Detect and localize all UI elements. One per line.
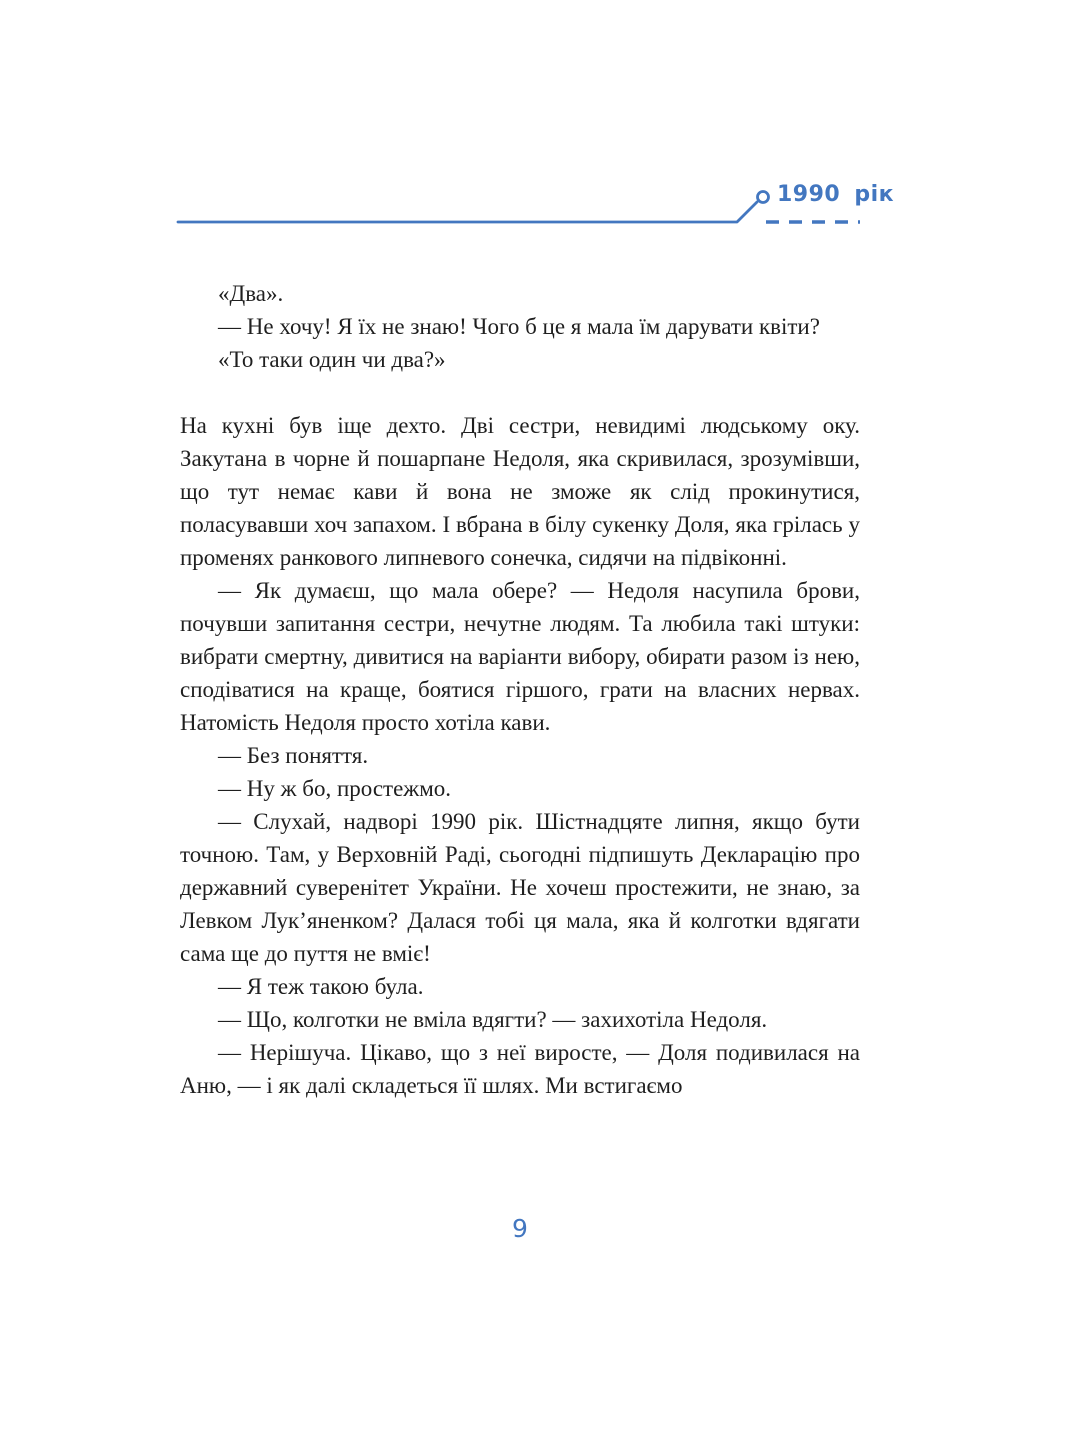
paragraph: — Не хочу! Я їх не знаю! Чого б це я мала їм дарувати квіти?	[218, 314, 820, 339]
paragraph: «То таки один чи два?»	[218, 347, 446, 372]
paragraph: На кухні був іще дехто. Дві сестри, невидимі людському оку. Закутана в чорне й пошарпане Недоля, яка скривилася, зрозумівши, що тут немає кави й вона не зможе як слід прокинутися, поласувавши хоч запахом. І вбрана в білу сукенку Доля, яка грілась у променях ранкового липневого сонечка, сидячи на підвіконні.	[180, 413, 860, 570]
body-text	[180, 277, 860, 1102]
year-marker-circle-icon	[758, 192, 769, 203]
paragraph: — Ну ж бо, простежмо.	[218, 776, 451, 801]
chapter-year-label: 1990 рік	[777, 182, 895, 207]
paragraph: — Нерішуча. Цікаво, що з неї виросте, — Доля подивилася на Аню, — і як далі складеться її шлях. Ми встигаємо	[180, 1040, 860, 1098]
header-rule-line	[178, 202, 757, 222]
paragraph: — Я теж такою була.	[218, 974, 424, 999]
page-number: 9	[512, 1214, 528, 1243]
paragraph: — Слухай, надворі 1990 рік. Шістнадцяте липня, якщо бути точною. Там, у Верховній Раді, сьогодні підпишуть Декларацію про державний суверенітет України. Не хочеш простежити, не знаю, за Левком Лук’яненком? Далася тобі ця мала, яка й колготки вдягати сама ще до пуття не вміє!	[180, 809, 860, 966]
paragraph: — Як думаєш, що мала обере? — Недоля насупила брови, почувши запитання сестри, нечутне людям. Та любила такі штуки: вибрати смертну, дивитися на варіанти вибору, обирати разом із нею, сподіватися на краще, боятися гіршого, грати на власних нервах. Натомість Недоля просто хотіла кави.	[180, 578, 860, 735]
paragraph: — Що, колготки не вміла вдягти? — захихотіла Недоля.	[218, 1007, 768, 1032]
chapter-year-decoration	[0, 0, 1080, 260]
paragraph: — Без поняття.	[218, 743, 369, 768]
paragraph: «Два».	[218, 281, 284, 306]
